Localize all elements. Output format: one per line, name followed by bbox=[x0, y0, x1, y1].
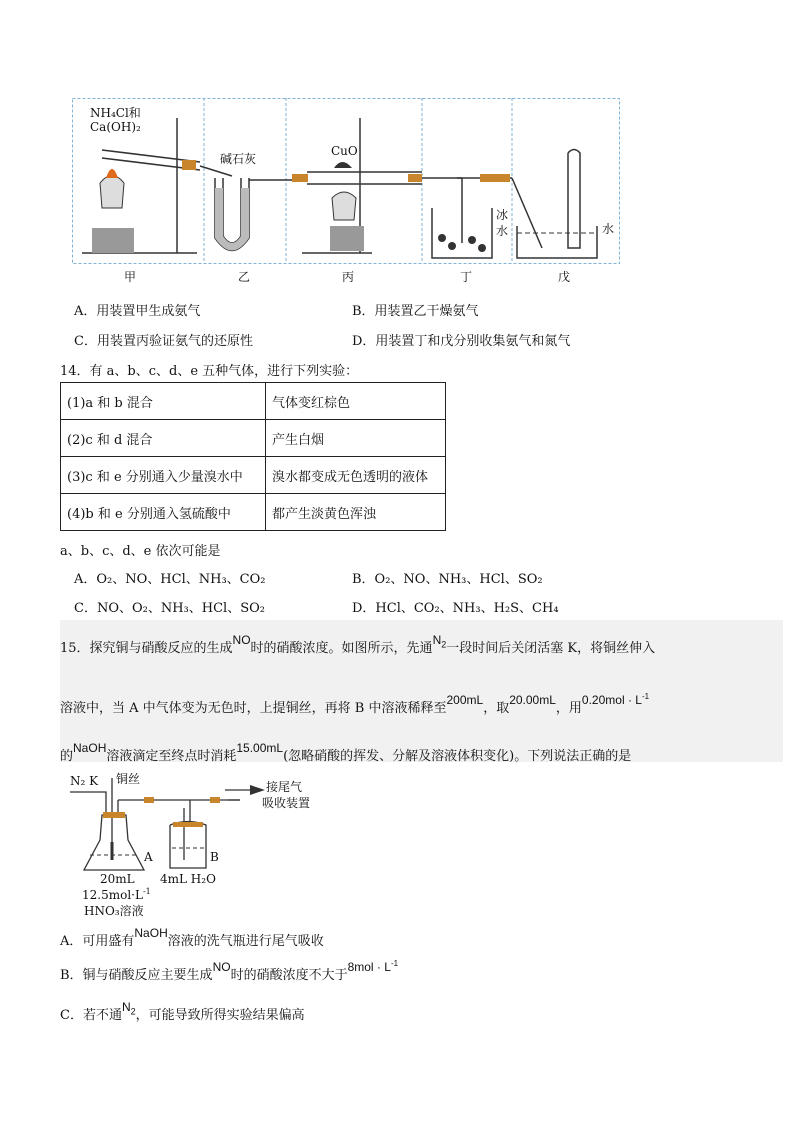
apparatus-drawing bbox=[72, 98, 620, 268]
label-ice-water: 水 bbox=[496, 224, 509, 238]
q14-experiment-table bbox=[60, 382, 446, 531]
formula-naoh: NaOH bbox=[73, 741, 107, 755]
table-row bbox=[61, 420, 446, 457]
label-a-concentration bbox=[82, 887, 151, 902]
value-8mol-sup: -1 bbox=[390, 959, 399, 968]
value-concentration bbox=[582, 693, 649, 707]
q14-option-a[interactable]: A．O₂、NO、HCl、NH₃、CO₂ bbox=[74, 572, 266, 587]
q15-stem-line-3 bbox=[60, 741, 632, 764]
value-20ml: 20.00mL bbox=[509, 693, 556, 707]
q14-question: a、b、c、d、e 依次可能是 bbox=[60, 544, 221, 559]
q15-stem-line-1 bbox=[60, 633, 656, 657]
q13-option-b[interactable]: B．用装置乙干燥氨气 bbox=[352, 304, 479, 319]
q13-option-d[interactable]: D．用装置丁和戊分别收集氨气和氮气 bbox=[352, 334, 571, 349]
table-cell: (1)a 和 b 混合 bbox=[61, 383, 266, 420]
table-row bbox=[61, 457, 446, 494]
label-wu: 戊 bbox=[558, 270, 571, 284]
label-a-concentration-sup: -1 bbox=[142, 887, 151, 896]
q13-option-c[interactable]: C．用装置丙验证氨气的还原性 bbox=[74, 334, 253, 349]
value-200ml: 200mL bbox=[446, 693, 484, 707]
label-a-solution: HNO₃溶液 bbox=[84, 904, 144, 918]
label-ice: 冰 bbox=[496, 208, 509, 222]
formula-naoh: NaOH bbox=[134, 926, 168, 940]
q15-option-c[interactable] bbox=[60, 1000, 305, 1024]
q15-option-c-text: C．若不通 bbox=[60, 1008, 122, 1023]
label-jia: 甲 bbox=[124, 270, 137, 284]
formula-n2 bbox=[432, 633, 447, 650]
q15-option-a[interactable] bbox=[60, 926, 324, 949]
formula-no: NO bbox=[212, 960, 231, 974]
q15-text: 时的硝酸浓度。如图所示，先通 bbox=[250, 641, 433, 656]
formula-n2-base: N bbox=[432, 633, 442, 647]
formula-n2-base: N bbox=[121, 1000, 131, 1014]
q15-text: ，取 bbox=[483, 701, 510, 716]
label-cuo: CuO bbox=[331, 144, 358, 158]
formula-n2-sub: 2 bbox=[441, 639, 447, 650]
q14-stem: 14．有 a、b、c、d、e 五种气体，进行下列实验： bbox=[60, 364, 359, 379]
table-cell: 溴水都变成无色透明的液体 bbox=[266, 457, 446, 494]
label-absorber: 吸收装置 bbox=[262, 796, 311, 810]
q15-option-b[interactable] bbox=[60, 959, 399, 983]
q13-apparatus-figure bbox=[72, 98, 620, 284]
q15-text: (忽略硝酸的挥发、分解及溶液体积变化)。下列说法正确的是 bbox=[283, 749, 632, 764]
label-reagent: NH₄Cl和 bbox=[90, 106, 141, 120]
q15-option-b-text: 时的硝酸浓度不大于 bbox=[230, 968, 348, 983]
label-yi: 乙 bbox=[238, 270, 251, 284]
q15-option-a-text: 溶液的洗气瓶进行尾气吸收 bbox=[167, 934, 324, 949]
label-copper-wire: 铜丝 bbox=[116, 772, 141, 786]
formula-n2 bbox=[121, 1000, 136, 1017]
table-cell: (2)c 和 d 混合 bbox=[61, 420, 266, 457]
q14-option-b[interactable]: B．O₂、NO、NH₃、HCl、SO₂ bbox=[352, 572, 543, 587]
q15-stem-line-2 bbox=[60, 692, 650, 716]
label-a-volume: 20mL bbox=[100, 872, 135, 886]
label-water: 水 bbox=[602, 222, 615, 236]
value-concentration-sup: -1 bbox=[641, 692, 650, 701]
q15-text: 的 bbox=[60, 749, 74, 764]
q15-apparatus-figure bbox=[60, 770, 330, 920]
table-cell: 气体变红棕色 bbox=[266, 383, 446, 420]
label-ding: 丁 bbox=[460, 270, 473, 284]
q15-text: ，用 bbox=[555, 701, 582, 716]
value-15ml: 15.00mL bbox=[236, 741, 284, 755]
stopper-jia bbox=[182, 160, 196, 170]
label-soda-lime: 碱石灰 bbox=[220, 152, 257, 166]
q14-option-c[interactable]: C．NO、O₂、NH₃、HCl、SO₂ bbox=[74, 601, 265, 616]
label-bing: 丙 bbox=[342, 270, 355, 284]
q15-text: 溶液中，当 A 中气体变为无色时，上提铜丝，再将 B 中溶液稀释至 bbox=[60, 701, 447, 716]
table-cell: (4)b 和 e 分别通入氢硫酸中 bbox=[61, 494, 266, 531]
table-cell: 都产生淡黄色浑浊 bbox=[266, 494, 446, 531]
label-b-water: 4mL H₂O bbox=[160, 872, 216, 886]
value-8mol-base: 8mol · L bbox=[347, 960, 391, 974]
label-bottle-b: B bbox=[210, 850, 219, 864]
label-flask-a: A bbox=[144, 850, 153, 864]
q15-text: 15．探究铜与硝酸反应的生成 bbox=[60, 641, 233, 656]
q13-option-a[interactable]: A．用装置甲生成氨气 bbox=[74, 304, 201, 319]
label-n2-k: N₂ K bbox=[70, 774, 99, 788]
label-a-concentration-base: 12.5mol·L bbox=[82, 888, 143, 902]
table-cell: 产生白烟 bbox=[266, 420, 446, 457]
value-8mol bbox=[348, 960, 398, 974]
value-concentration-base: 0.20mol · L bbox=[581, 693, 642, 707]
q15-option-a-text: A．可用盛有 bbox=[60, 934, 135, 949]
label-tail-gas: 接尾气 bbox=[266, 780, 303, 794]
table-row bbox=[61, 383, 446, 420]
q15-option-b-text: B．铜与硝酸反应主要生成 bbox=[60, 968, 213, 983]
q14-option-d[interactable]: D．HCl、CO₂、NH₃、H₂S、CH₄ bbox=[352, 601, 559, 616]
label-reagent-2: Ca(OH)₂ bbox=[90, 120, 141, 134]
formula-n2-sub: 2 bbox=[130, 1006, 136, 1017]
formula-no: NO bbox=[232, 633, 251, 647]
q15-text: 溶液滴定至终点时消耗 bbox=[106, 749, 237, 764]
q15-text: 一段时间后关闭活塞 K，将铜丝伸入 bbox=[446, 641, 656, 656]
table-cell: (3)c 和 e 分别通入少量溴水中 bbox=[61, 457, 266, 494]
q15-option-c-text: ，可能导致所得实验结果偏高 bbox=[135, 1008, 305, 1023]
table-row bbox=[61, 494, 446, 531]
